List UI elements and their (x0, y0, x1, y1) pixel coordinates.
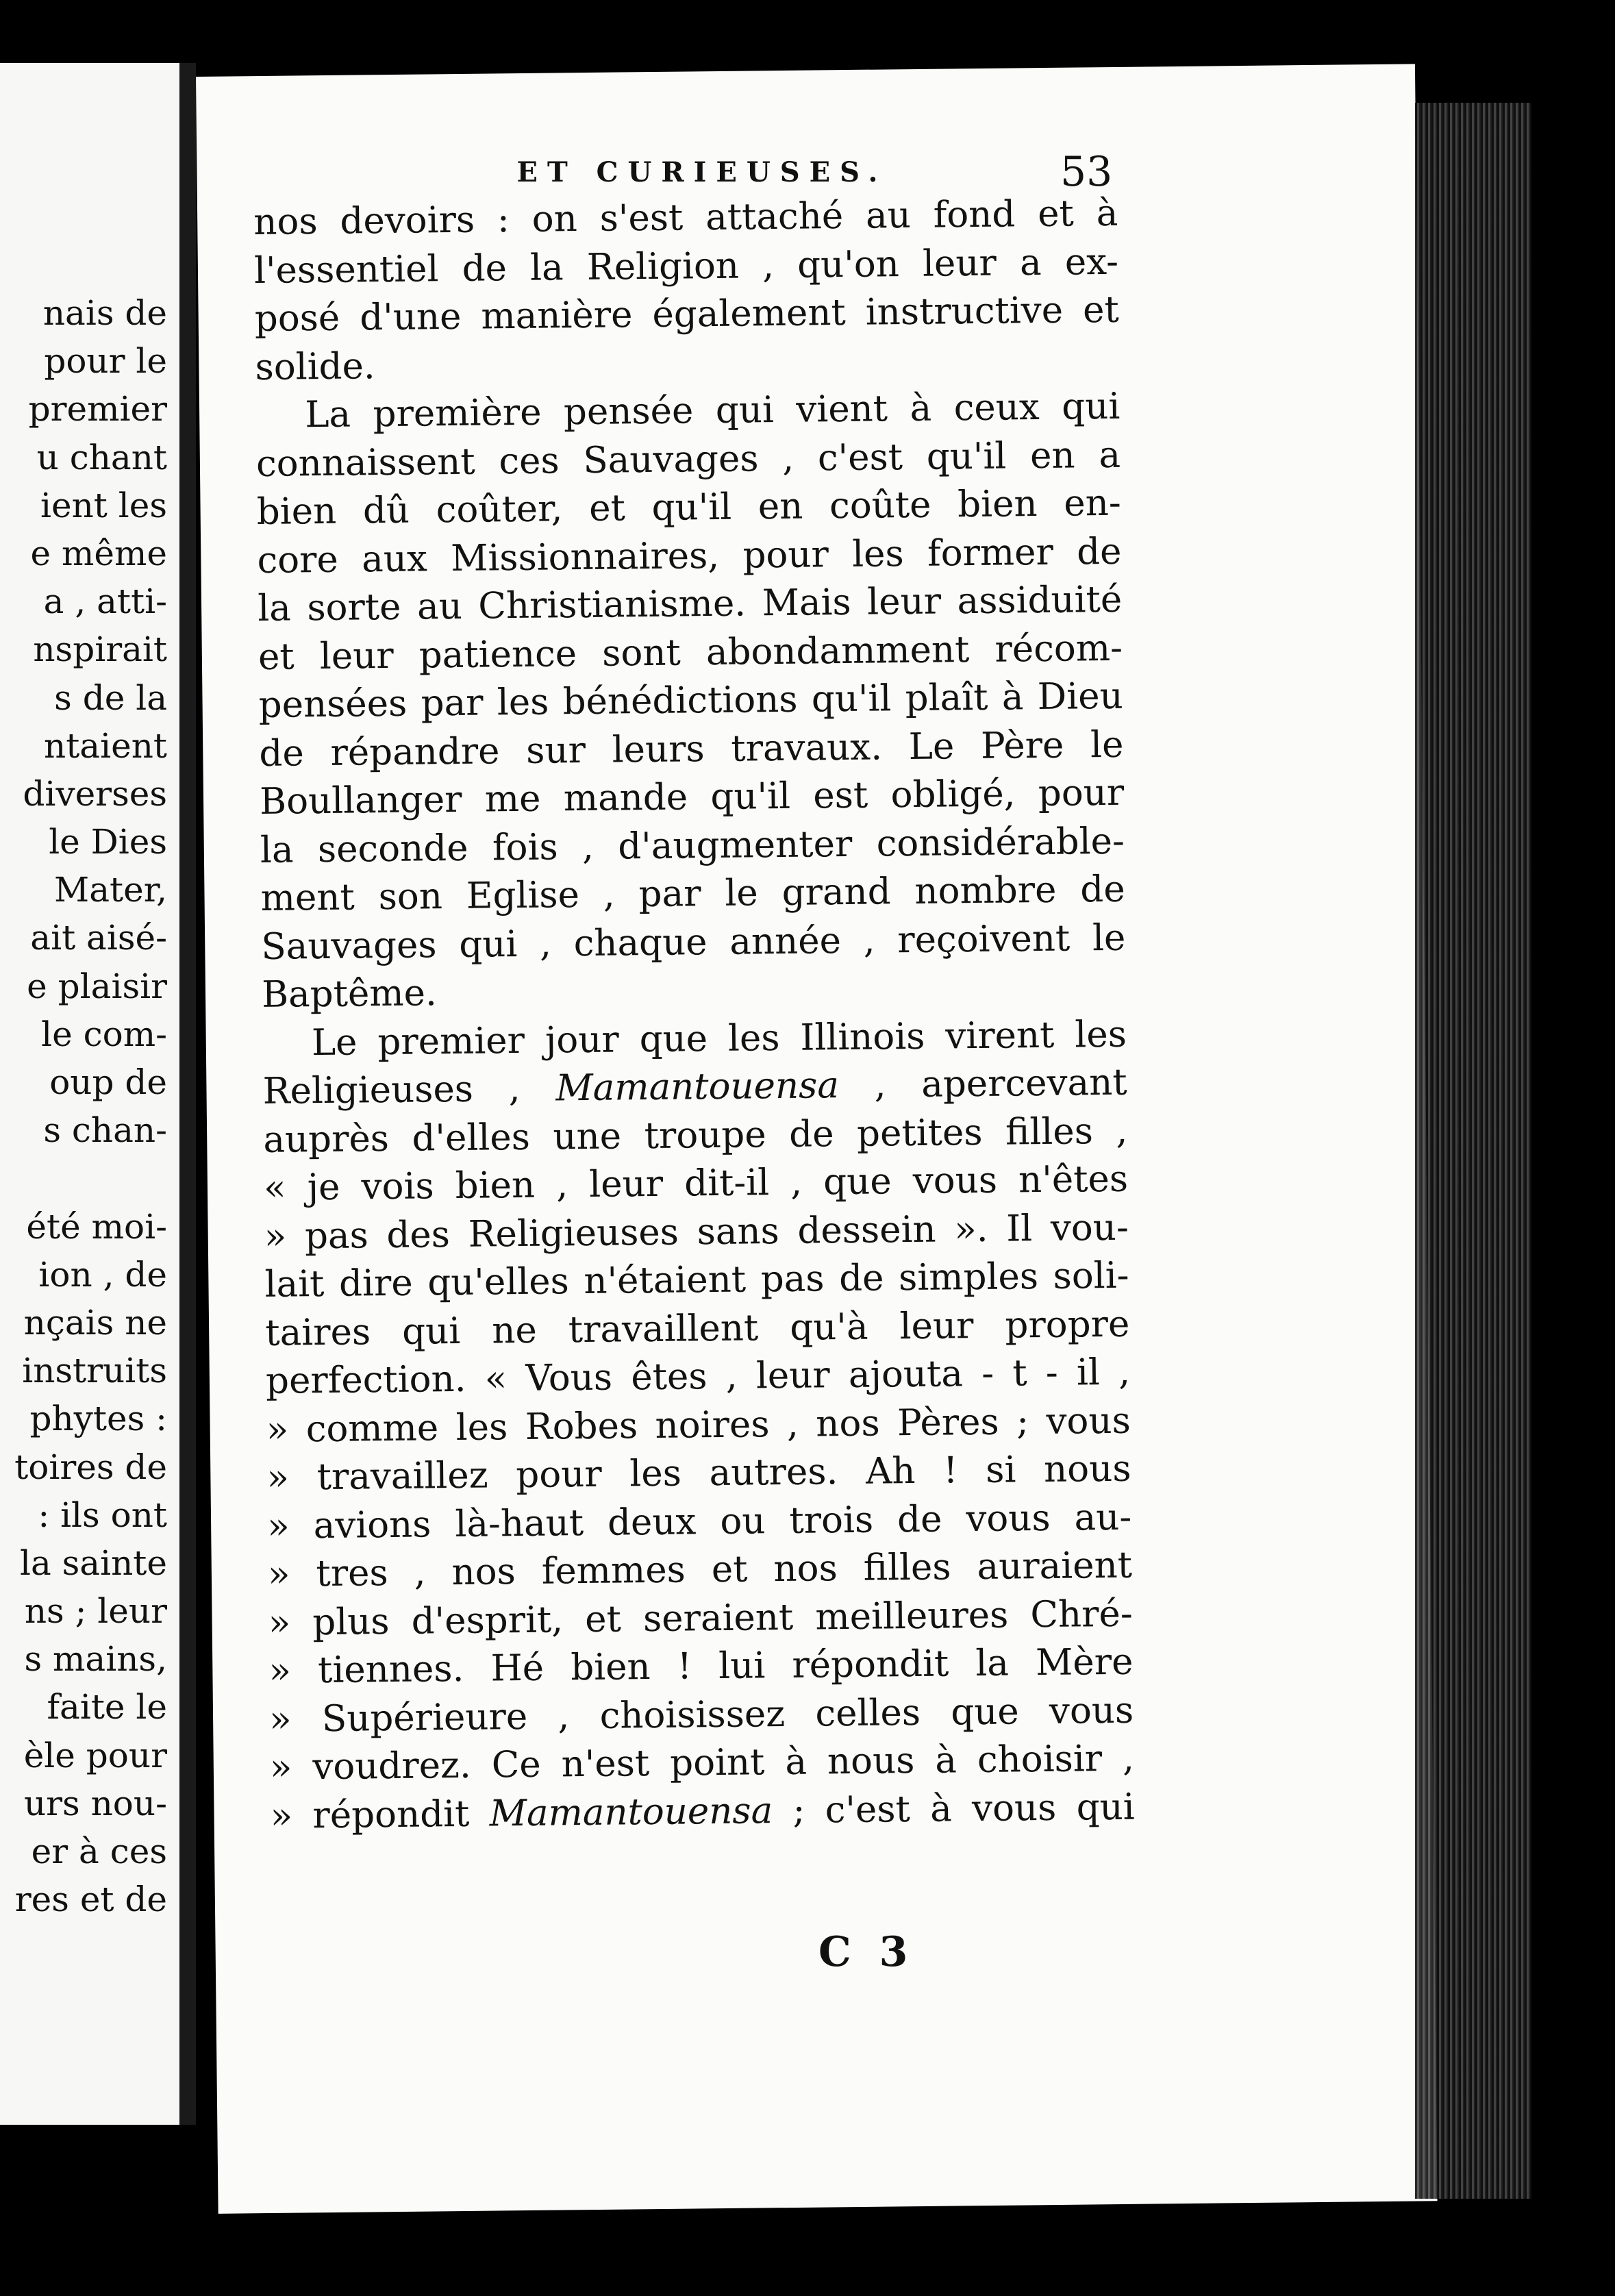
text-line: Boullanger me mande qu'il est obligé, pour (259, 771, 1125, 823)
text-line: Le premier jour que les Illinois virent les (311, 1013, 1127, 1064)
text-line: » avions là-haut deux ou trois de vous au- (266, 1496, 1132, 1547)
previous-page-line: ient les (40, 485, 167, 525)
text-line: » plus d'esprit, et seraient meilleures Chré- (268, 1593, 1134, 1644)
previous-page-line: ion , de (38, 1254, 167, 1295)
previous-page-line: Mater, (54, 870, 167, 910)
text-segment: ; c'est à vous qui (772, 1786, 1135, 1832)
page-number: 53 (1060, 148, 1113, 196)
text-line: et leur patience sont abondamment récom- (258, 627, 1123, 678)
previous-page-line: a , atti- (43, 582, 167, 622)
page-edges (1415, 103, 1531, 2199)
text-line: la sorte au Christianisme. Mais leur assiduité (257, 578, 1123, 629)
text-line: lait dire qu'elles n'étaient pas de simples soli- (264, 1254, 1129, 1306)
previous-page-line: ns ; leur (24, 1591, 167, 1632)
previous-page-line: ait aisé- (30, 918, 167, 958)
previous-page-line: er à ces (31, 1832, 167, 1871)
text-line: pensées par les bénédictions qu'il plaît à Dieu (258, 675, 1123, 726)
text-line: core aux Missionnaires, pour les former de (257, 530, 1122, 582)
previous-page-line: oup de (49, 1062, 167, 1102)
text-line: l'essentiel de la Religion , qu'on leur a ex- (253, 240, 1119, 292)
text-line: Sauvages qui , chaque année , reçoivent le (261, 916, 1126, 968)
previous-page-line: le com- (41, 1014, 167, 1054)
previous-page-line: res et de (14, 1880, 167, 1920)
italic-name: Mamantouensa (489, 1789, 773, 1835)
text-line: La première pensée qui vient à ceux qui (304, 385, 1121, 436)
text-line: posé d'une manière également instructive et (254, 288, 1120, 340)
text-line: ment son Eglise , par le grand nombre de (260, 868, 1125, 919)
gutter (179, 63, 196, 2125)
previous-page-line: s de la (54, 677, 167, 718)
text-line: » pas des Religieuses sans dessein ». Il vou- (264, 1206, 1129, 1258)
previous-page-line: nçais ne (23, 1302, 167, 1343)
text-line: » travaillez pour les autres. Ah ! si nous (266, 1447, 1131, 1499)
previous-page-line: èle pour (23, 1735, 167, 1775)
text-line: » voudrez. Ce n'est point à nous à choisir , (269, 1737, 1135, 1788)
text-line: solide. (255, 345, 376, 388)
text-segment: , apercevant (838, 1061, 1127, 1107)
text-line: la seconde fois , d'augmenter considérable- (260, 820, 1125, 871)
text-line: connaissent ces Sauvages , c'est qu'il en a (255, 434, 1121, 485)
text-segment: » répondit (270, 1793, 490, 1837)
text-line (270, 1783, 1135, 1840)
previous-page-line: urs nou- (23, 1783, 167, 1823)
text-line: » tres , nos femmes et nos filles auraient (267, 1544, 1133, 1595)
previous-page-line: pour le (44, 341, 167, 382)
previous-page-line: e même (30, 533, 167, 573)
previous-page-line: toires de (14, 1447, 167, 1487)
text-line: » Supérieure , choisissez celles que vous (268, 1689, 1134, 1740)
text-line: de répandre sur leurs travaux. Le Père le (259, 723, 1124, 775)
previous-page (0, 63, 179, 2125)
previous-page-line: instruits (22, 1351, 167, 1391)
previous-page-line: la sainte (19, 1543, 167, 1583)
previous-page-line: ntaient (44, 725, 167, 766)
text-line: » tiennes. Hé bien ! lui répondit la Mère (268, 1640, 1134, 1692)
previous-page-line: : ils ont (38, 1495, 167, 1535)
text-segment: Religieuses , (262, 1067, 556, 1112)
previous-page-line: nspirait (33, 629, 167, 670)
body-text (253, 190, 1135, 1840)
previous-page-line: diverses (23, 773, 167, 814)
previous-page-line: phytes : (29, 1399, 167, 1439)
text-line: bien dû coûter, et qu'il en coûte bien en- (256, 482, 1122, 533)
italic-name: Mamantouensa (555, 1064, 840, 1110)
text-line: nos devoirs : on s'est attaché au fond et à (253, 192, 1118, 243)
text-line: Baptême. (261, 972, 438, 1016)
previous-page-text (0, 289, 167, 1923)
text-line: taires qui ne travaillent qu'à leur propre (265, 1303, 1130, 1354)
previous-page-line: s chan- (43, 1110, 167, 1151)
previous-page-line: nais de (42, 293, 167, 333)
text-line: perfection. « Vous êtes , leur ajouta - t - il , (265, 1351, 1131, 1402)
previous-page-line: faite le (47, 1687, 167, 1727)
previous-page-line: été moi- (26, 1206, 167, 1247)
text-line (262, 1059, 1127, 1116)
text-line: » comme les Robes noires , nos Pères ; vous (266, 1399, 1131, 1451)
previous-page-line: premier (28, 389, 167, 429)
previous-page-line: s mains, (24, 1639, 167, 1680)
text-line: auprès d'elles une troupe de petites filles , (263, 1110, 1128, 1161)
previous-page-line: e plaisir (27, 966, 167, 1006)
signature-mark: C 3 (818, 1928, 915, 1976)
previous-page-line: le Dies (49, 822, 167, 862)
previous-page-line (0, 1154, 167, 1202)
text-line: « je vois bien , leur dit-il , que vous n'êtes (263, 1158, 1129, 1209)
previous-page-line: u chant (36, 437, 167, 477)
running-head: ET CURIEUSES. (516, 156, 888, 188)
